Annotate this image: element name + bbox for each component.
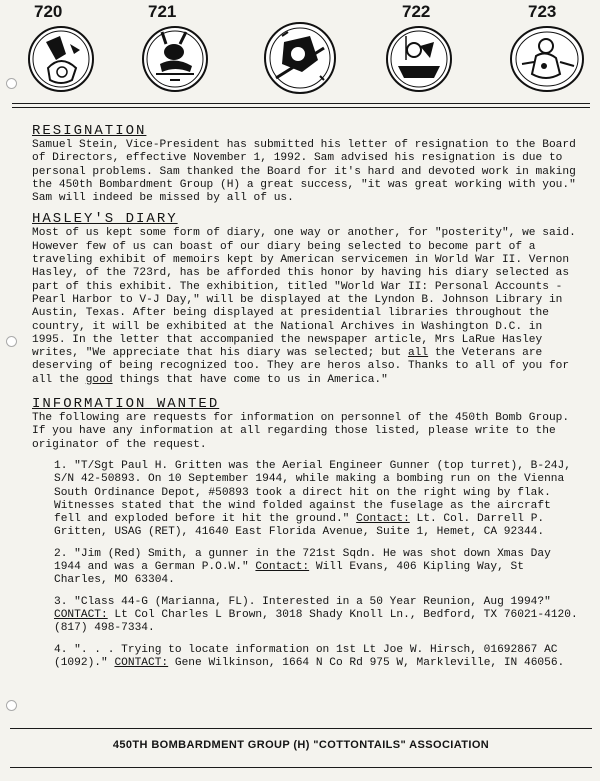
squadron-number-721: 721 (148, 2, 177, 21)
contact-label: Contact: (255, 561, 310, 574)
header-rule (12, 103, 590, 104)
diary-heading: HASLEY'S DIARY (32, 211, 178, 228)
contact-label: CONTACT: (114, 656, 169, 669)
binder-hole (6, 700, 17, 711)
request-text: 2. "Jim (Red) Smith, a gunner in the 721st Sqdn. He was shot down Xmas Day 1944 and was a German P.O.W." (54, 547, 551, 574)
info-request-item (54, 460, 580, 540)
contact-label: Contact: (356, 513, 410, 526)
diary-emphasis-all: all (407, 347, 429, 360)
diary-body-text: Most of us kept some form of diary, one way or another, for "posterity", we said. However few of us can boast of our diary being selected to become part of a traveling exhibit of memoirs kept by American servicemen in World War II. Vernon Hasley, of the 723rd, has be afforded this honor by having his diary selected as part of this exhibit. The exhibition, titled "World War II: Personal Accounts - Pearl Harbor to V-J Day," will be displayed at the Lyndon B. Johnson Library in Austin, Texas. After being displayed at presidential libraries throughout the country, it will be exhibited at the National Archives in Washington D.C. in 1995. In the letter that accompanied the newspaper article, Mrs LaRue Hasley writes, "We appreciate that his diary was selected; but (32, 227, 576, 360)
squadron-number-723: 723 (528, 2, 557, 21)
diary-body-text-end: things that have come to us in America." (112, 373, 388, 386)
contact-details: Lt Col Charles L Brown, 3018 Shady Knoll Ln., Bedford, TX 76021-4120. (817) 498-7334. (54, 608, 578, 635)
squadron-723-emblem-icon (508, 24, 586, 94)
request-text: 3. "Class 44-G (Marianna, FL). Interested in a 50 Year Reunion, Aug 1994?" (54, 595, 551, 608)
squadron-number-722: 722 (402, 2, 431, 21)
info-wanted-intro: The following are requests for information on personnel of the 450th Bomb Group. If you have any information at all regarding those listed, please write to the originator of the request. (32, 412, 570, 451)
squadron-720-emblem-icon (26, 24, 96, 94)
info-wanted-heading: INFORMATION WANTED (32, 396, 220, 413)
footer-association-name: 450TH BOMBARDMENT GROUP (H) "COTTONTAILS" ASSOCIATION (112, 739, 490, 751)
binder-hole (6, 336, 17, 347)
footer-banner (10, 728, 592, 768)
squadron-722-emblem-icon (262, 20, 338, 96)
info-request-item (54, 548, 580, 588)
request-text: 4. ". . . Trying to locate information on 1st Lt Joe W. Hirsch, 01692867 AC (1092)." (54, 643, 558, 669)
resignation-body: Samuel Stein, Vice-President has submitted his letter of resignation to the Board of Directors, effective November 1, 1992. Sam advised his resignation is due to personal problems. Sam thanked the Board for it's hard and devoted work in making the 450th Bombardment Group (H) a great success, "it was great working with you." Sam will indeed be missed by all of us. (32, 139, 576, 205)
resignation-heading: RESIGNATION (32, 123, 147, 139)
header-rule-double (12, 107, 590, 108)
binder-hole (6, 78, 17, 89)
info-request-item (54, 596, 580, 636)
squadron-722-emblem-icon (384, 24, 454, 94)
newsletter-content (32, 124, 580, 670)
contact-label: CONTACT: (54, 608, 108, 621)
info-request-item (54, 644, 580, 671)
contact-details: Lt. Col. Darrell P. Gritten, USAG (RET), 41640 East Florida Avenue, Suite 1, Hemet, CA 92344. (54, 513, 545, 539)
request-text: 1. "T/Sgt Paul H. Gritten was the Aerial Engineer Gunner (top turret), B-24J, S/N 42-50893. On 10 September 1944, while making a bombing run on the Vienna South Ordinance Depot, #50893 took a direct hit on the right wing by flak. Witnesses stated that the wind folded against the fuselage as the aircraft fell and exploded before it hit the ground." (54, 459, 571, 526)
squadron-721-emblem-icon (140, 24, 210, 94)
contact-details: Will Evans, 406 Kipling Way, St Charles, MO 63304. (54, 561, 524, 587)
diary-body-text-mid: the Veterans are deserving of being recognized too. They are heros also. Thanks to all of you for all the (32, 347, 570, 386)
squadron-number-720: 720 (34, 2, 63, 21)
diary-emphasis-good: good (85, 373, 113, 386)
contact-details: Gene Wilkinson, 1664 N Co Rd 975 W, Markleville, IN 46056. (168, 656, 565, 669)
squadron-header (0, 0, 600, 105)
diary-body (32, 227, 580, 387)
